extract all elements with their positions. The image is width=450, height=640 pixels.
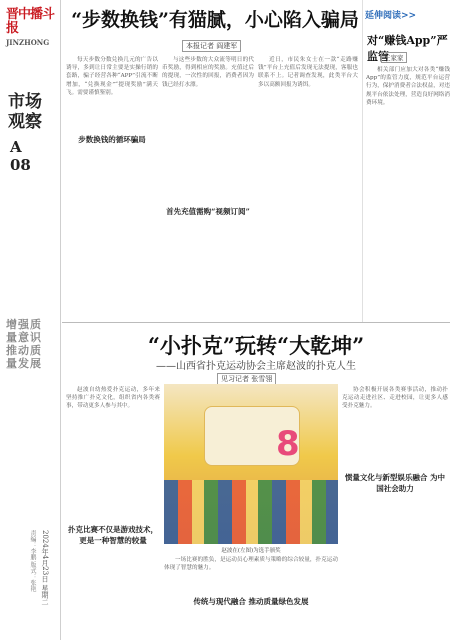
main-content — [62, 0, 450, 640]
related-reading-body — [366, 66, 450, 316]
article1-subhead-1: 步数换钱的循环骗局 — [78, 135, 146, 144]
article1-column-2 — [162, 56, 254, 318]
related-reading-label: 延伸阅读>> — [365, 11, 417, 21]
article1-col1-text: 每天步数分数兑换几元的广告以诱导，多到让日常主要是实操行销的套路，骗子经营各种“APP”引流不断增加，“兑换现金”“提现奖励”满天飞。需要谨慎鉴别。 — [66, 57, 158, 96]
article2-col2-text: 一场比赛的胜负，是运动员心理素质与策略的综合较量，扑克运动体现了智慧的魅力。 — [164, 557, 338, 572]
article2-byline: 见习记者 张雪翎 — [217, 373, 276, 385]
section-page-number: 08 — [10, 156, 31, 174]
promo-slogan — [6, 318, 52, 370]
masthead-logo — [6, 7, 56, 47]
article2-col3-text: 协会积极开展各类赛事活动，推动扑克运动走进社区、走进校园，让更多人感受扑克魅力。 — [342, 387, 448, 410]
masthead-subtitle: JINZHONG — [6, 38, 50, 47]
related-reading-byline: 王家家 — [381, 52, 407, 63]
promo-line-1: 增强质量意识 — [6, 318, 42, 344]
article2-subhead-3: 惯量文化与新型娱乐融合 为中国社会助力 — [344, 473, 446, 493]
editors-info: 责编：李鹏 版式：张艳 — [29, 530, 36, 592]
promo-line-2: 推动质量发展 — [6, 344, 42, 370]
article1-column-1 — [66, 56, 158, 318]
article1-headline: “步数换钱”有猫腻，小心陷入骗局 — [71, 9, 359, 31]
section-letter: A — [10, 138, 22, 156]
article1-column-3 — [258, 56, 358, 318]
article2-subhead-2: 传统与现代融合 推动质量绿色发展 — [193, 597, 309, 606]
section-name: 市场观察 — [8, 92, 42, 132]
article2-subhead-1: 扑克比赛不仅是游戏技术，更是一种智慧的较量 — [68, 525, 158, 545]
article2-subtitle: ——山西省扑克运动协会主席赵波的扑克人生 — [156, 361, 356, 372]
article1-col2-text: 与这些步数的大众流等明日的代币奖励，得到相应的奖励。充值过后的提现，一次性的回报，消费者因为钱已经打水漂。 — [162, 57, 254, 88]
article2-photo — [164, 384, 338, 544]
related-reading-text: 相关部门应加大对各类“赚钱App”的监管力度，规范平台运营行为，保护消费者合法权益，对违规平台依法处理，营造良好网络消费环境。 — [366, 67, 450, 106]
sidebar — [0, 0, 61, 640]
article1-byline: 本报记者 阎建军 — [182, 40, 241, 52]
related-reading-panel — [362, 0, 450, 322]
issue-date: 2024年4月23日 星期二 — [41, 530, 49, 606]
article2-column-1 — [66, 386, 160, 636]
article2-headline: “小扑克”玩转“大乾坤” — [147, 333, 365, 358]
photo-number-graphic: 8 — [276, 424, 300, 464]
masthead-title: 晋中播斗报 — [6, 7, 55, 36]
article2-col1-text: 赵波自幼热爱扑克运动，多年来坚持推广扑克文化，组织省内各类赛事，带动更多人参与其中。 — [66, 387, 160, 410]
article1-col3-text: 近日，市民朱女士在一款“走路赚钱”平台上充值后发现无法提现，客服也联系不上。记者调查发现，此类平台大多以高额回报为诱饵。 — [258, 57, 358, 88]
article1-subhead-2: 首先充值需购“视频订阅” — [166, 207, 250, 216]
related-reading-title: 对“赚钱App”严监管 — [367, 34, 448, 63]
photo-audience — [164, 480, 338, 544]
photo-caption: 赵波在(左图)为选手颁奖 — [221, 548, 281, 554]
article2-column-3 — [342, 386, 448, 636]
section-divider — [62, 322, 450, 323]
